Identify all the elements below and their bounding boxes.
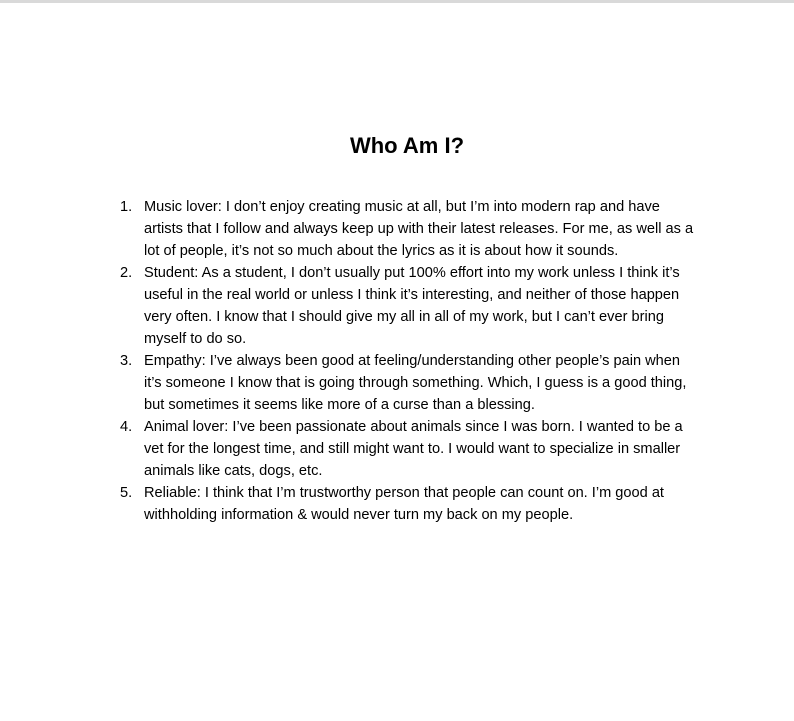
list-item-text: Animal lover: I’ve been passionate about animals since I was born. I wanted to be a vet for the longest time, and still might want to. I would want to specialize in smaller animals like cats, dogs, etc. (144, 419, 683, 479)
list-item-text: Student: As a student, I don’t usually put 100% effort into my work unless I think it’s useful in the real world or unless I think it’s interesting, and neither of those happen very often. I know that I should give my all in all of my work, but I can’t ever bring myself to do so. (144, 265, 680, 347)
numbered-list (118, 196, 698, 526)
list-item-text: Music lover: I don’t enjoy creating music at all, but I’m into modern rap and have artists that I follow and always keep up with their latest releases. For me, as well as a lot of people, it’s not so much about the lyrics as it is about how it sounds. (144, 199, 694, 259)
list-item (118, 482, 698, 526)
page-top-border (0, 0, 794, 3)
list-item-number: 2. (120, 265, 133, 281)
list-item-text: Reliable: I think that I’m trustworthy person that people can count on. I’m good at withholding information & would never turn my back on my people. (144, 485, 664, 523)
list-item-number: 3. (120, 353, 133, 369)
document-title: Who Am I? (349, 133, 465, 158)
list-item-number: 5. (120, 485, 133, 501)
list-item-number: 1. (120, 199, 133, 215)
list-item (118, 262, 698, 350)
list-item (118, 416, 698, 482)
list-item (118, 196, 698, 262)
list-item-number: 4. (120, 419, 133, 435)
list-item-text: Empathy: I’ve always been good at feeling/understanding other people’s pain when it’s someone I know that is going through something. Which, I guess is a good thing, but sometimes it seems like more of a curse than a blessing. (144, 353, 687, 413)
list-item (118, 350, 698, 416)
